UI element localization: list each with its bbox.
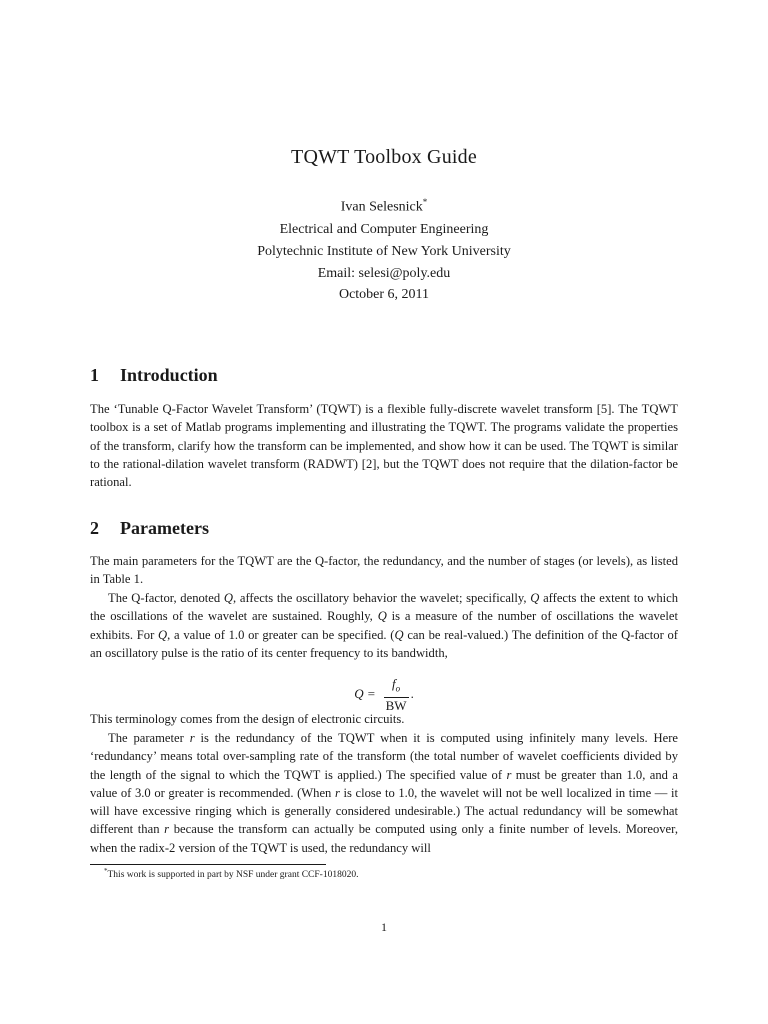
author-email: Email: selesi@poly.edu bbox=[317, 265, 451, 281]
parameters-paragraph-1: The main parameters for the TQWT are the Q-factor, the redundancy, and the number of stages (or levels), as listed in Table 1. bbox=[90, 554, 678, 587]
parameters-paragraph-4: The parameter r is the redundancy of the TQWT when it is computed using infinitely many levels. Here ‘redundancy’ means total over-sampling rate of the transform (the total number of wavelet coefficients divided by the length of the signal to which the TQWT is applied.) The specified value of r must be greater than 1.0, and a value of 3.0 or greater is recommended. (When r is close to 1.0, the wavelet will not be well localized in time — it will have excessive ringing which is generally considered undesirable.) The actual redundancy will be somewhat different than r because the transform can actually be computed using only a finite number of levels. Moreover, when the radix-2 version of the TQWT is used, the redundancy will bbox=[90, 731, 679, 855]
paper-title: TQWT Toolbox Guide bbox=[291, 146, 477, 168]
equation-fraction bbox=[384, 676, 409, 713]
page-number: 1 bbox=[381, 920, 387, 934]
author-department: Electrical and Computer Engineering bbox=[279, 221, 489, 237]
footnote-mark: * bbox=[104, 867, 108, 875]
section-heading-parameters bbox=[90, 518, 209, 539]
paper-date: October 6, 2011 bbox=[338, 287, 430, 302]
equation-end: . bbox=[410, 686, 414, 702]
section-title: Parameters bbox=[120, 518, 209, 538]
section-number: 2 bbox=[90, 518, 99, 538]
parameters-paragraph-3: This terminology comes from the design of electronic circuits. bbox=[90, 712, 405, 726]
parameters-paragraph-2: The Q-factor, denoted Q, affects the oscillatory behavior the wavelet; specifically, Q affects the extent to which the oscillations of the wavelet are sustained. Roughly, Q is a measure of the number of oscillations the wavelet exhibits. For Q, a value of 1.0 or greater can be specified. (Q can be real-valued.) The definition of the Q-factor of an oscillatory pulse is the ratio of its center frequency to its bandwidth, bbox=[90, 591, 679, 660]
section-title: Introduction bbox=[120, 365, 218, 385]
equation-numerator: $f_o$ bbox=[392, 676, 401, 694]
author-block bbox=[0, 191, 768, 285]
footnote-text: This work is supported in part by NSF under grant CCF-1018020. bbox=[107, 870, 359, 881]
equation-denominator: BW bbox=[385, 697, 407, 713]
introduction-paragraph: The ‘Tunable Q-Factor Wavelet Transform’ (TQWT) is a flexible fully-discrete wavelet transform [5]. The TQWT toolbox is a set of Matlab programs implementing and illustrating the TQWT. The programs validate the properties of the transform, clarify how the transform can be implemented, and show how it can be used. The TQWT is similar to the rational-dilation wavelet transform (RADWT) [2], but the TQWT does not require that the dilation-factor be rational. bbox=[90, 402, 678, 490]
footnote-rule bbox=[90, 864, 326, 865]
equation-lhs: Q = bbox=[354, 686, 376, 702]
footnote bbox=[104, 867, 358, 880]
author-name: Ivan Selesnick bbox=[340, 199, 423, 215]
author-institution: Polytechnic Institute of New York University bbox=[257, 243, 511, 259]
q-factor-equation bbox=[0, 676, 768, 713]
section-number: 1 bbox=[90, 365, 99, 385]
author-line bbox=[0, 191, 768, 219]
section-heading-introduction bbox=[90, 365, 218, 386]
author-footnote-mark: * bbox=[422, 197, 428, 207]
